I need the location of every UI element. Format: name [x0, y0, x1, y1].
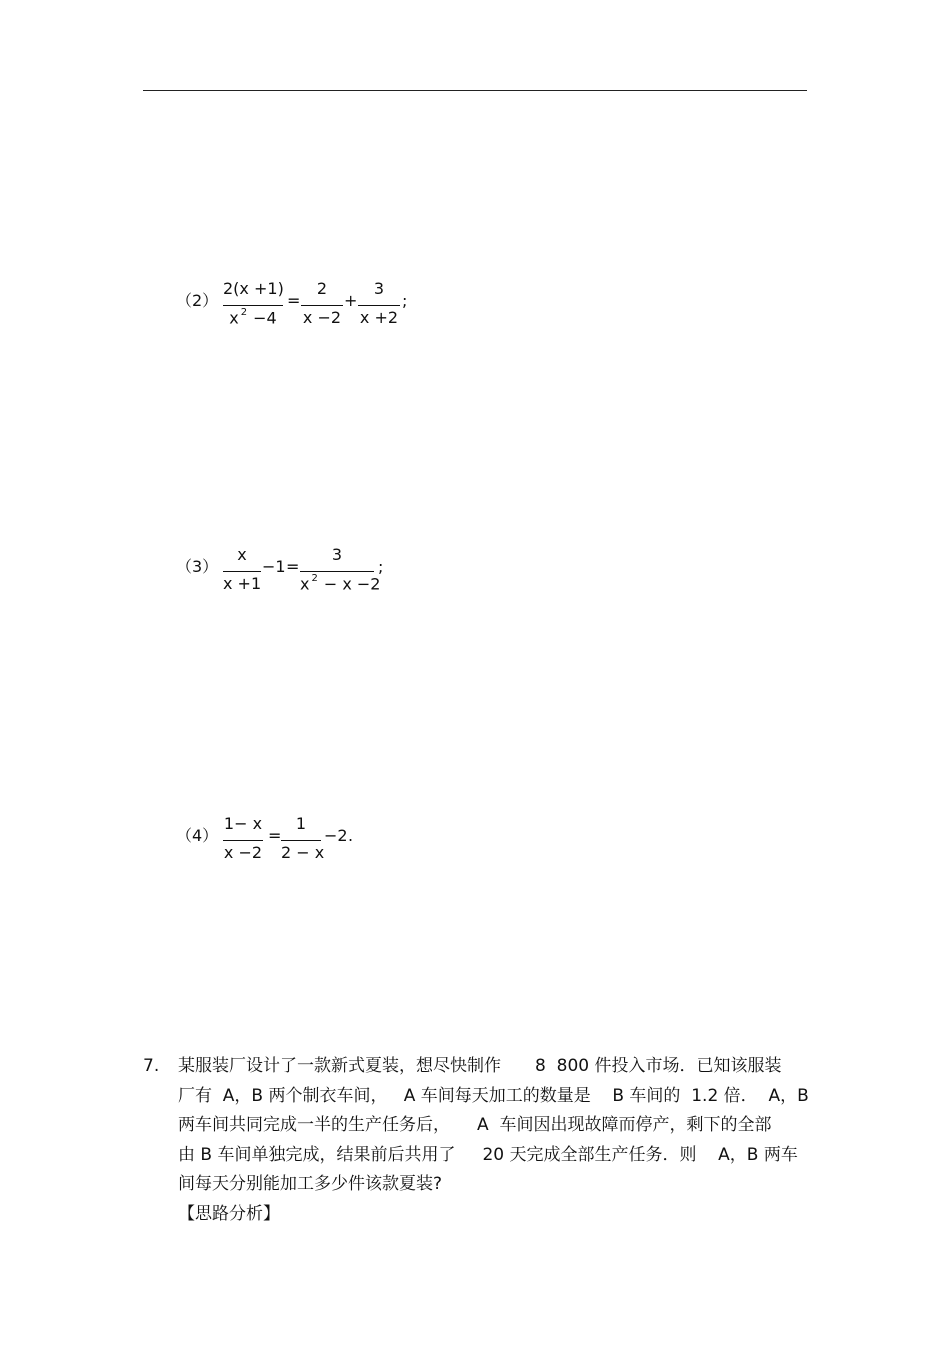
problem-number: 7.	[143, 1056, 160, 1076]
fraction-rhs	[300, 545, 381, 595]
problem-line: 由 B 车间单独完成，结果前后共用了 20 天完成全部生产任务．则 A，B 两车	[178, 1144, 798, 1165]
fraction-rhs-2	[358, 281, 400, 329]
problem-line: 某服装厂设计了一款新式夏装，想尽快制作 8 800 件投入市场．已知该服装	[178, 1056, 782, 1076]
fraction-bar	[300, 571, 374, 572]
problem-line: 厂有 A，B 两个制衣车间， A 车间每天加工的数量是 B 车间的 1.2 倍． A，B	[178, 1085, 809, 1106]
semicolon: ;	[402, 291, 408, 310]
period: .	[348, 826, 354, 845]
minus-two: −2	[324, 826, 348, 845]
numerator: 1− x	[223, 814, 263, 833]
fraction-bar	[281, 840, 321, 841]
equation-label: （4）	[176, 826, 219, 845]
problem-line: 两车间共同完成一半的生产任务后， A 车间因出现故障而停产，剩下的全部	[178, 1115, 772, 1135]
equation-label: （2）	[176, 291, 219, 310]
numerator: 2	[316, 279, 328, 298]
equals-sign: =	[287, 291, 301, 310]
fraction-lhs	[223, 816, 263, 864]
denominator: x $^2$ − x −2	[300, 573, 381, 594]
fraction-bar	[223, 305, 283, 306]
equation-3	[176, 547, 416, 597]
problem-text	[178, 1052, 828, 1229]
denominator: x $^2$ −4	[229, 307, 277, 328]
equation-label: （3）	[176, 557, 219, 576]
equals-sign: =	[286, 557, 300, 576]
denominator: 2 − x	[281, 843, 325, 862]
denominator: x +2	[359, 308, 399, 327]
fraction-bar	[301, 305, 343, 306]
minus-one: −1	[262, 557, 286, 576]
fraction-bar	[223, 840, 263, 841]
fraction-lhs	[223, 547, 261, 595]
fraction-rhs-1	[301, 281, 343, 329]
fraction-lhs	[223, 281, 283, 329]
section-heading: 【思路分析】	[178, 1203, 280, 1224]
numerator: 2(x +1)	[223, 279, 284, 298]
denominator: x +1	[223, 574, 262, 593]
equals-sign: =	[268, 826, 282, 845]
semicolon: ;	[378, 557, 384, 576]
plus-sign: +	[344, 291, 358, 310]
numerator: 1	[295, 814, 307, 833]
denominator: x −2	[223, 843, 263, 862]
fraction-bar	[358, 305, 400, 306]
fraction-bar	[223, 571, 261, 572]
fraction-rhs	[281, 814, 325, 864]
denominator: x −2	[302, 308, 342, 327]
equation-2	[176, 281, 436, 331]
equation-4	[176, 816, 396, 866]
numerator: 3	[331, 545, 343, 564]
numerator: x	[237, 545, 247, 564]
header-rule	[143, 90, 807, 91]
numerator: 3	[373, 279, 385, 298]
problem-line: 间每天分别能加工多少件该款夏装?	[178, 1174, 443, 1194]
